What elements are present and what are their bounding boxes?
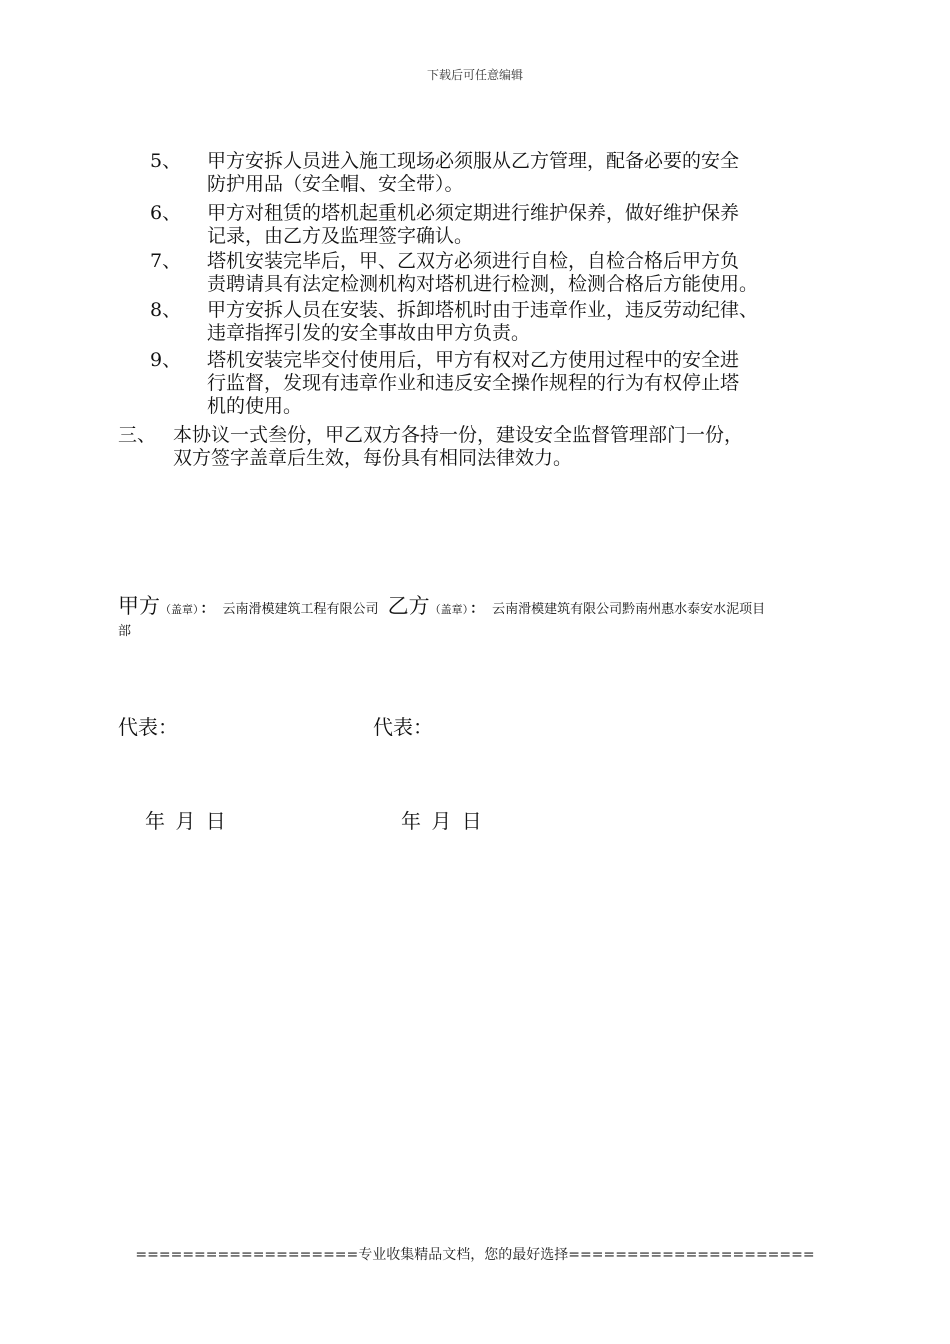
party-b-name-wrap: 部 [118,624,132,639]
clause-line: 违章指挥引发的安全事故由甲方负责。 [207,322,531,344]
party-a-representative: 代表： [118,715,178,739]
party-b-label: 乙方 [387,594,430,618]
party-a-label: 甲方 [118,594,160,618]
clause-number: 6、 [150,202,182,224]
party-b-colon: ： [470,601,485,617]
clause-line: 机的使用。 [207,395,303,417]
party-b-representative: 代表： [373,715,433,739]
clause-number: 8、 [150,299,182,321]
page-footer: ===================专业收集精品文档，您的最好选择===================== [135,1247,815,1263]
clause-line: 甲方安拆人员进入施工现场必须服从乙方管理，配备必要的安全 [207,150,740,172]
party-a-seal-note: （盖章） [160,603,199,616]
party-a-name: 云南滑模建筑工程有限公司 [222,602,379,617]
clause-number: 7、 [150,250,182,272]
clause-line: 防护用品（安全帽、安全带）。 [207,173,464,195]
clause-line: 塔机安装完毕后，甲、乙双方必须进行自检，自检合格后甲方负 [207,250,740,272]
parties-line [118,590,838,620]
party-a-colon: ： [200,601,215,617]
party-b-date: 年 月 日 [401,809,484,833]
clause-line: 责聘请具有法定检测机构对塔机进行检测，检测合格后方能使用。 [207,273,759,295]
party-b-seal-note: （盖章） [429,603,469,616]
section-number: 三、 [118,424,157,446]
clause-number: 9、 [150,349,182,371]
clause-line: 塔机安装完毕交付使用后，甲方有权对乙方使用过程中的安全进 [207,349,740,371]
clause-line: 行监督，发现有违章作业和违反安全操作规程的行为有权停止塔 [207,372,740,394]
page-header: 下载后可任意编辑 [426,68,523,82]
clause-line: 甲方安拆人员在安装、拆卸塔机时由于违章作业，违反劳动纪律、 [207,299,759,321]
section-line: 本协议一式叁份，甲乙双方各持一份，建设安全监督管理部门一份， [173,424,744,446]
clause-number: 5、 [150,150,182,172]
party-a-date: 年 月 日 [145,809,228,833]
clause-line: 记录，由乙方及监理签字确认。 [207,225,474,247]
section-line: 双方签字盖章后生效，每份具有相同法律效力。 [173,447,573,469]
party-b-name: 云南滑模建筑有限公司黔南州惠水泰安水泥项目 [492,602,766,617]
clause-line: 甲方对租赁的塔机起重机必须定期进行维护保养，做好维护保养 [207,202,740,224]
